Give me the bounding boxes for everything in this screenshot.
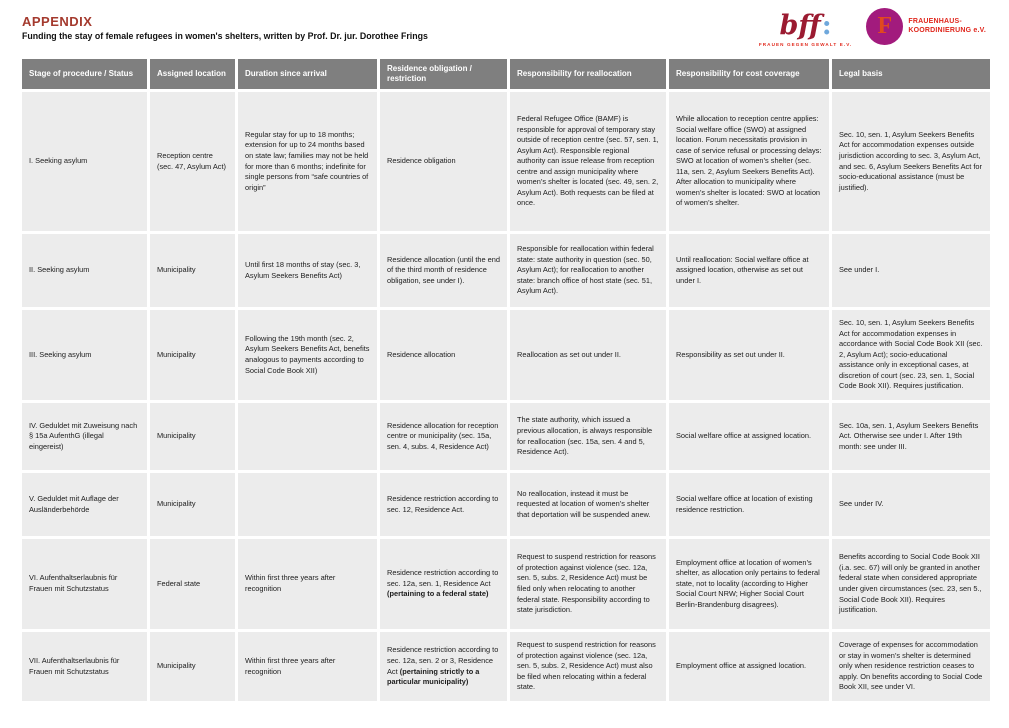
table-cell — [832, 539, 990, 629]
table-cell — [380, 310, 507, 400]
table-cell — [150, 632, 235, 701]
bff-wordmark-text: bff — [779, 10, 821, 41]
cell-text: Residence obligation — [387, 156, 456, 166]
cell-text: Federal Refugee Office (BAMF) is responsible for approval of temporary stay outside of reception centre (sec. 57, sen. 1, Asylum Act). Responsible regional authority can issue release from reception centre and assign municipality where women’s shelter is located (sec. 49, sen. 2, Asylum Act). Both requests can be filed at once. — [517, 114, 659, 208]
frauenhauskoordinierung-logo — [866, 8, 986, 45]
cell-text: Reallocation as set out under II. — [517, 349, 621, 359]
cell-text: See under IV. — [839, 499, 884, 509]
table-cell — [22, 539, 147, 629]
table-cell — [150, 234, 235, 307]
table-row-7 — [22, 632, 988, 701]
table-cell — [238, 473, 377, 536]
cell-text: Residence allocation (until the end of the third month of residence obligation, see under I). — [387, 254, 500, 285]
table-cell — [832, 403, 990, 470]
fhk-circle-f-icon — [866, 8, 903, 45]
column-header-5: Responsibility for reallocation — [510, 59, 666, 89]
cell-text: Municipality — [157, 265, 196, 275]
column-header-1: Stage of procedure / Status — [22, 59, 147, 89]
table-cell — [669, 92, 829, 231]
cell-text: Coverage of expenses for accommodation or stay in women’s shelter is determined only when residence restriction ceases to apply. On benefits according to Social Code Book XII, see under VI. — [839, 640, 983, 692]
cell-text: Until first 18 months of stay (sec. 3, Asylum Seekers Benefits Act) — [245, 259, 361, 280]
table-cell — [510, 92, 666, 231]
cell-text: Reception centre (sec. 47, Asylum Act) — [157, 150, 227, 171]
cell-text: The state authority, which issued a previous allocation, is always responsible for reallocation (sec. 15a, sen. 4 and 5, Residence Act). — [517, 415, 653, 457]
table-cell — [22, 632, 147, 701]
table-cell — [510, 473, 666, 536]
cell-text: Sec. 10, sen. 1, Asylum Seekers Benefits Act for accommodation expenses outside jurisdiction according to sec. 3, Asylum Act, and sec. 6, Asylum Seekers Benefits Act for socio-educational assistance (must be justified). — [839, 129, 982, 192]
cell-text: Regular stay for up to 18 months; extension for up to 24 months based on state law; families may not be held for more than 6 months; indefinite for single persons from “safe countries of origin” — [245, 129, 369, 192]
table-cell — [832, 310, 990, 400]
bff-logo — [759, 8, 853, 47]
column-header-3: Duration since arrival — [238, 59, 377, 89]
cell-text: Until reallocation: Social welfare office at assigned location, otherwise as set out under I. — [676, 254, 809, 285]
table-row-4 — [22, 403, 988, 470]
table-cell — [238, 92, 377, 231]
cell-text: Social welfare office at location of existing residence restriction. — [676, 493, 813, 514]
table-cell — [832, 473, 990, 536]
cell-text: Municipality — [157, 431, 196, 441]
table-row-6 — [22, 539, 988, 629]
cell-text: Request to suspend restriction for reasons of protection against violence (sec. 12a, sen. 5, subs. 2, Residence Act) must be filed only when relocating to another federal state. Responsibility according to state jurisdiction. — [517, 552, 656, 615]
cell-text: Employment office at assigned location. — [676, 661, 807, 671]
table-row-3 — [22, 310, 988, 400]
cell-text: Municipality — [157, 499, 196, 509]
cell-text: Sec. 10a, sen. 1, Asylum Seekers Benefits Act. Otherwise see under I. After 19th month: see under III. — [839, 420, 979, 451]
table-cell — [150, 92, 235, 231]
bff-colon: : — [821, 10, 832, 41]
column-header-2: Assigned location — [150, 59, 235, 89]
cell-text: Residence restriction according to sec. 12a, sen. 1, Residence Act — [387, 568, 499, 588]
cell-text: While allocation to reception centre applies: Social welfare office (SWO) at assigned location. Forum necessitatis provision in case of service refusal or processing delays: SWO at location of women’s shelter (sec. 11a, sen. 2, Asylum Seekers Benefits Act). After allocation to municipality where women’s shelter is located: SWO at location of women’s shelter. — [676, 114, 822, 208]
cell-text: Municipality — [157, 661, 196, 671]
table-cell — [238, 632, 377, 701]
cell-text: V. Geduldet mit Auflage der Ausländerbehörde — [29, 493, 119, 514]
table-cell — [380, 632, 507, 701]
table-cell — [238, 403, 377, 470]
cell-text: Following the 19th month (sec. 2, Asylum Seekers Benefits Act, benefits analogous to payments according to Social Code Book XII) — [245, 333, 370, 375]
cell-text: VII. Aufenthaltserlaubnis für Frauen mit Schutzstatus — [29, 655, 120, 676]
table-cell — [832, 632, 990, 701]
table-cell — [380, 234, 507, 307]
fhk-initial: F — [877, 13, 893, 39]
table-cell — [380, 92, 507, 231]
table-header-row — [22, 59, 988, 89]
table-cell — [669, 632, 829, 701]
page-subtitle: Funding the stay of female refugees in women's shelters, written by Prof. Dr. jur. Dorothee Frings — [22, 31, 428, 41]
cell-text: Residence restriction according to sec. 12, Residence Act. — [387, 493, 499, 514]
cell-text: Benefits according to Social Code Book XII (i.a. sec. 67) will only be granted in another federal state when considered appropriate under given circumstances (sec. 23, sen 5., Social Code Book XII). Requires justification. — [839, 552, 982, 615]
table-cell — [150, 473, 235, 536]
table-cell — [150, 539, 235, 629]
table-cell — [832, 92, 990, 231]
bff-tagline: FRAUEN GEGEN GEWALT E.V. — [758, 42, 853, 47]
table-cell — [380, 473, 507, 536]
table-cell — [150, 403, 235, 470]
table-cell — [22, 310, 147, 400]
table-cell — [510, 539, 666, 629]
table-cell — [238, 310, 377, 400]
cell-text: Within first three years after recognition — [245, 573, 336, 593]
table-cell — [380, 403, 507, 470]
table-cell — [669, 539, 829, 629]
cell-text: Responsibility as set out under II. — [676, 349, 785, 359]
funding-table — [22, 59, 988, 701]
table-row-2 — [22, 234, 988, 307]
table-cell — [510, 403, 666, 470]
cell-text-bold: (pertaining to a federal state) — [387, 589, 489, 599]
column-header-4: Residence obligation / restriction — [380, 59, 507, 89]
column-header-7: Legal basis — [832, 59, 990, 89]
fhk-logo-text — [908, 18, 986, 36]
table-cell — [510, 234, 666, 307]
table-row-5 — [22, 473, 988, 536]
cell-text: III. Seeking asylum — [29, 349, 92, 359]
cell-text: II. Seeking asylum — [29, 265, 90, 275]
table-cell — [669, 310, 829, 400]
table-cell — [238, 234, 377, 307]
cell-text: Responsible for reallocation within federal state: state authority in question (sec. 50, Asylum Act); for reallocation to another state: branch office of host state (sec. 51, Asylum Act). — [517, 244, 654, 296]
cell-text: Sec. 10, sen. 1, Asylum Seekers Benefits Act for accommodation expenses in accordance with Social Code Book XII (sec. 2, Asylum Act); socio-educational assistance only in exceptional cases, at discretion of court (sec. 23, sen. 1, Social Code Book XII). Requires justification. — [839, 318, 983, 391]
table-cell — [380, 539, 507, 629]
cell-text: IV. Geduldet mit Zuweisung nach § 15a AufenthG (illegal eingereist) — [29, 420, 138, 451]
cell-text: No reallocation, instead it must be requested at location of women’s shelter that deportation will be suspended anew. — [517, 488, 651, 519]
cell-text: See under I. — [839, 265, 880, 275]
table-row-1 — [22, 92, 988, 231]
cell-text: Request to suspend restriction for reasons of protection against violence (sec. 12a, sen. 5, subs. 2, Residence Act) must also be filed when relocating within a federal state. — [517, 640, 656, 692]
cell-text: Federal state — [157, 578, 201, 588]
cell-text: Municipality — [157, 349, 196, 359]
table-cell — [669, 234, 829, 307]
fhk-logo-line2: KOORDINIERUNG e.V. — [908, 26, 986, 34]
table-cell — [669, 403, 829, 470]
page-header — [22, 10, 986, 52]
cell-text-bold: (pertaining strictly to a particular municipality) — [387, 666, 480, 687]
cell-text: I. Seeking asylum — [29, 156, 88, 166]
table-cell — [22, 403, 147, 470]
logo-area — [759, 8, 986, 47]
table-cell — [150, 310, 235, 400]
table-cell — [832, 234, 990, 307]
cell-text: Residence allocation for reception centre or municipality (sec. 15a, sen. 4, subs. 4, Residence Act) — [387, 420, 499, 451]
table-cell — [669, 473, 829, 536]
table-cell — [22, 234, 147, 307]
bff-wordmark — [759, 12, 853, 39]
cell-text: Social welfare office at assigned location. — [676, 431, 812, 441]
cell-text: Within first three years after recognition — [245, 655, 336, 676]
table-cell — [510, 632, 666, 701]
column-header-6: Responsibility for cost coverage — [669, 59, 829, 89]
page-title: APPENDIX — [22, 14, 93, 29]
cell-text: Residence allocation — [387, 349, 456, 359]
cell-text: VI. Aufenthaltserlaubnis für Frauen mit Schutzstatus — [29, 573, 118, 593]
fhk-logo-line1: FRAUENHAUS- — [908, 17, 962, 25]
cell-text: Residence restriction according to sec. 12a, sen. 2 or 3, Residence Act — [387, 645, 499, 676]
table-body — [22, 92, 988, 701]
table-cell — [510, 310, 666, 400]
cell-text: Employment office at location of women’s shelter, as allocation only pertains to federal state, not to locality (according to Higher Social Court NRW; Higher Social Court Berlin-Brandenburg disagrees). — [676, 557, 820, 609]
table-cell — [238, 539, 377, 629]
table-cell — [22, 473, 147, 536]
table-cell — [22, 92, 147, 231]
